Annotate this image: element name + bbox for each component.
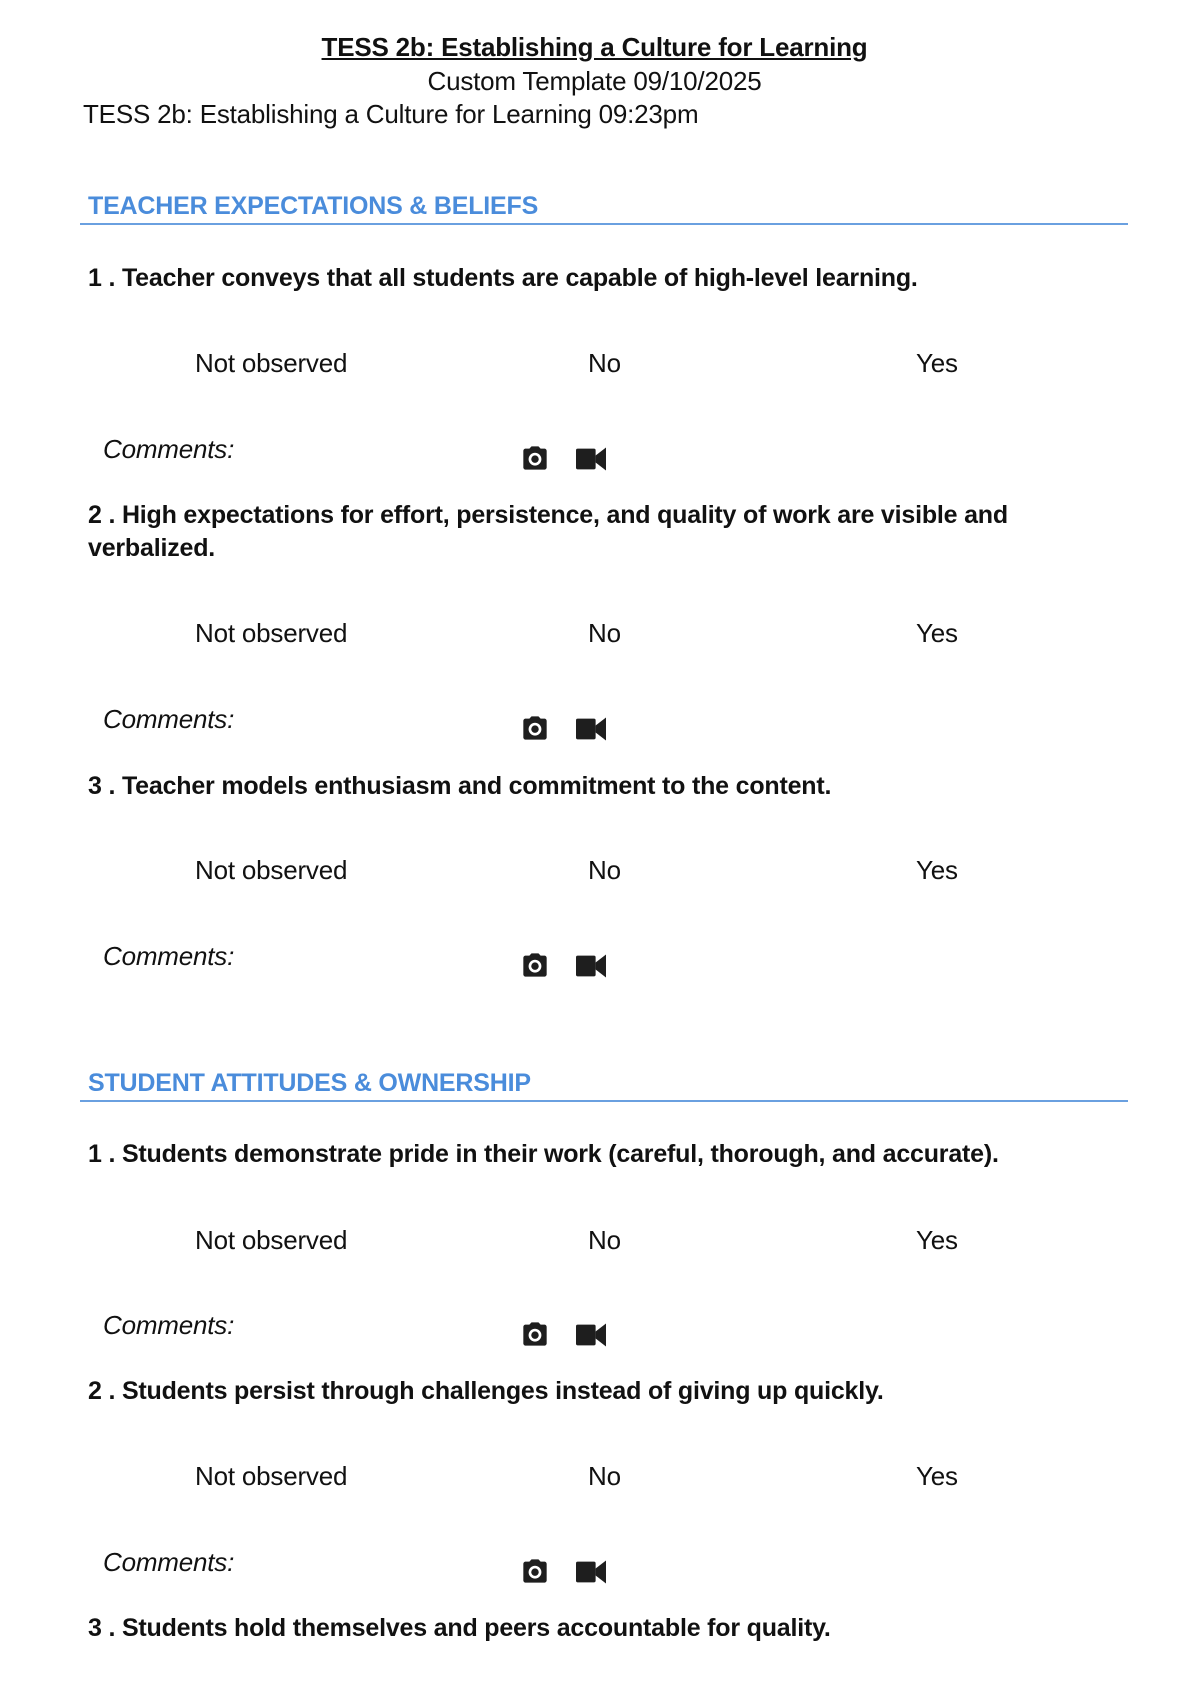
section-divider: [80, 223, 1128, 225]
comments-label: Comments:: [103, 1310, 235, 1340]
option-no[interactable]: No: [588, 1461, 621, 1491]
option-not-observed[interactable]: Not observed: [195, 618, 348, 648]
question-text: 1 . Students demonstrate pride in their work (careful, thorough, and accurate).: [88, 1140, 999, 1168]
question-text: 2 . High expectations for effort, persistence, and quality of work are visible and verbalized.: [88, 501, 1008, 562]
video-camera-icon[interactable]: [576, 446, 606, 472]
option-no[interactable]: No: [588, 618, 621, 648]
document-subtitle: Custom Template 09/10/2025: [427, 66, 762, 96]
question-text: 3 . Students hold themselves and peers accountable for quality.: [88, 1614, 831, 1642]
section-divider: [80, 1100, 1128, 1102]
option-no[interactable]: No: [588, 1225, 621, 1255]
camera-icon[interactable]: [521, 1557, 549, 1585]
video-camera-icon[interactable]: [576, 1559, 606, 1585]
comments-label: Comments:: [103, 941, 235, 971]
question-text: 3 . Teacher models enthusiasm and commitment to the content.: [88, 772, 832, 800]
option-yes[interactable]: Yes: [916, 348, 958, 378]
video-camera-icon[interactable]: [576, 1322, 606, 1348]
option-not-observed[interactable]: Not observed: [195, 1461, 348, 1491]
option-yes[interactable]: Yes: [916, 855, 958, 885]
camera-icon[interactable]: [521, 1320, 549, 1348]
section-title-student-attitudes: STUDENT ATTITUDES & OWNERSHIP: [88, 1069, 531, 1097]
video-camera-icon[interactable]: [576, 716, 606, 742]
question-text: 2 . Students persist through challenges instead of giving up quickly.: [88, 1377, 884, 1405]
question-text: 1 . Teacher conveys that all students are capable of high-level learning.: [88, 264, 918, 292]
camera-icon[interactable]: [521, 444, 549, 472]
comments-label: Comments:: [103, 434, 235, 464]
option-not-observed[interactable]: Not observed: [195, 348, 348, 378]
option-yes[interactable]: Yes: [916, 618, 958, 648]
option-no[interactable]: No: [588, 348, 621, 378]
video-camera-icon[interactable]: [576, 953, 606, 979]
camera-icon[interactable]: [521, 714, 549, 742]
option-not-observed[interactable]: Not observed: [195, 855, 348, 885]
comments-label: Comments:: [103, 704, 235, 734]
option-yes[interactable]: Yes: [916, 1225, 958, 1255]
option-yes[interactable]: Yes: [916, 1461, 958, 1491]
comments-label: Comments:: [103, 1547, 235, 1577]
camera-icon[interactable]: [521, 951, 549, 979]
option-not-observed[interactable]: Not observed: [195, 1225, 348, 1255]
document-title: TESS 2b: Establishing a Culture for Learning: [321, 32, 868, 62]
document-timestamp-line: TESS 2b: Establishing a Culture for Learning 09:23pm: [83, 99, 699, 129]
option-no[interactable]: No: [588, 855, 621, 885]
section-title-teacher-expectations: TEACHER EXPECTATIONS & BELIEFS: [88, 192, 539, 220]
